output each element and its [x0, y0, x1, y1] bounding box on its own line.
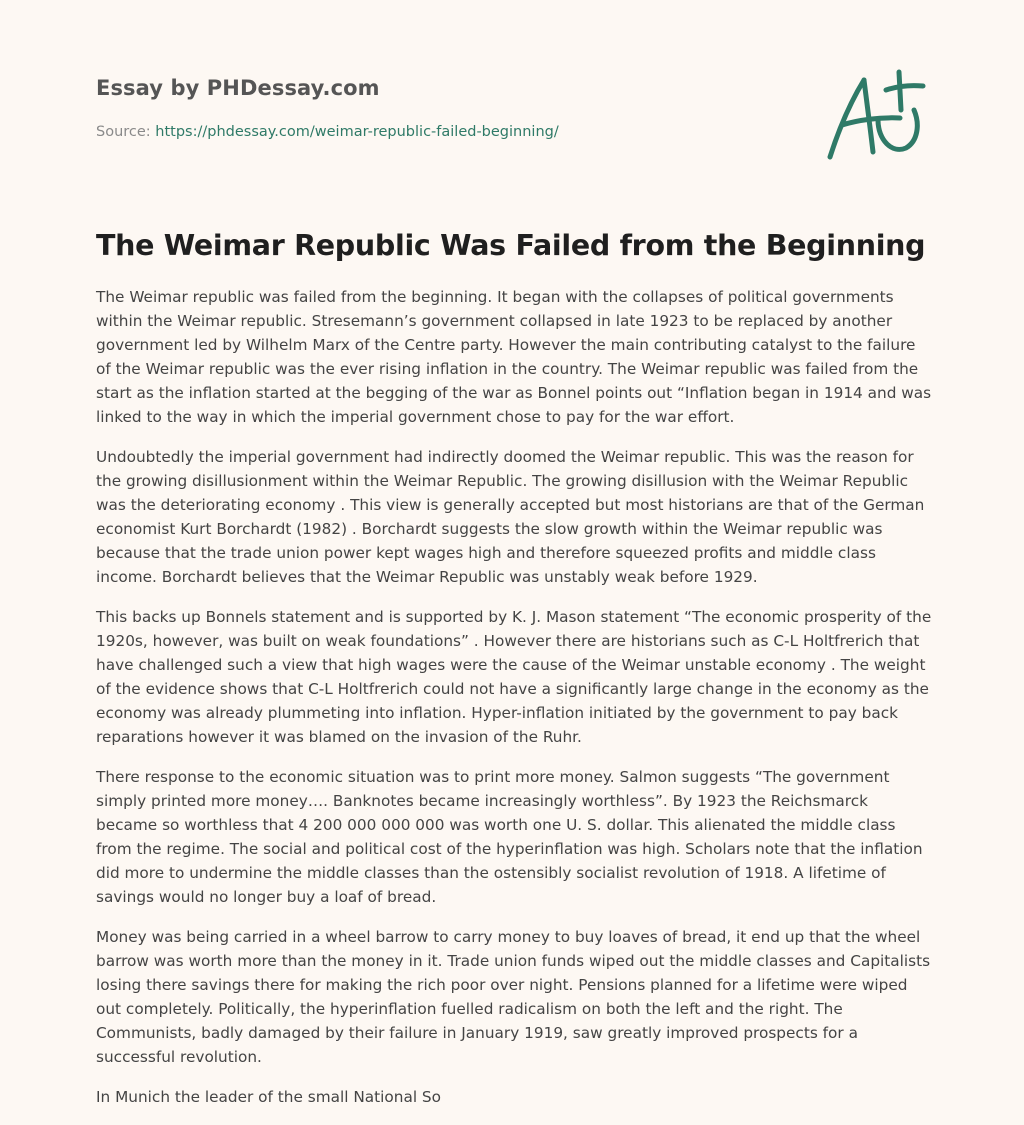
source-line: [96, 124, 559, 140]
essay-body: [96, 285, 932, 1125]
essay-paragraph-truncated: In Munich the leader of the small National So: [96, 1088, 442, 1106]
essay-paragraph: This backs up Bonnels statement and is supported by K. J. Mason statement “The economic prosperity of the 1920s, however, was built on weak foundations” . However there are historians such as C-L Holtfrerich that have challenged such a view that high wages were the cause of the Weimar unstable economy . The weight of the evidence shows that C-L Holtfrerich could not have a significantly large change in the economy as the economy was already plummeting into inflation. Hyper-inflation initiated by the government to pay back reparations however it was blamed on the invasion of the Ruhr.: [96, 608, 932, 746]
essay-title: The Weimar Republic Was Failed from the Beginning: [96, 229, 926, 262]
essay-paragraph: Money was being carried in a wheel barrow to carry money to buy loaves of bread, it end up that the wheel barrow was worth more than the money in it. Trade union funds wiped out the middle classes and Capitalists losing there savings there for making the rich poor over night. Pensions planned for a lifetime were wiped out completely. Politically, the hyperinflation fuelled radicalism on both the left and the right. The Communists, badly damaged by their failure in January 1919, saw greatly improved prospects for a successful revolution.: [96, 928, 931, 1066]
essay-paragraph: There response to the economic situation was to print more money. Salmon suggests “The government simply printed more money…. Banknotes became increasingly worthless”. By 1923 the Reichsmarck became so worthless that 4 200 000 000 000 was worth one U. S. dollar. This alienated the middle class from the regime. The social and political cost of the hyperinflation was high. Scholars note that the inflation did more to undermine the middle classes than the ostensibly socialist revolution of 1918. A lifetime of savings would no longer buy a loaf of bread.: [96, 768, 923, 906]
source-link[interactable]: https://phdessay.com/weimar-republic-failed-beginning/: [155, 124, 559, 140]
essay-paragraph: Undoubtedly the imperial government had indirectly doomed the Weimar republic. This was the reason for the growing disillusionment within the Weimar Republic. The growing disillusion with the Weimar Republic was the deteriorating economy . This view is generally accepted but most historians are that of the German economist Kurt Borchardt (1982) . Borchardt suggests the slow growth within the Weimar republic was because that the trade union power kept wages high and therefore squeezed profits and middle class income. Borchardt believes that the Weimar Republic was unstably weak before 1929.: [96, 448, 925, 586]
brand-name: Essay by PHDessay.com: [96, 76, 380, 100]
source-label: Source:: [96, 124, 156, 140]
a-plus-grade-icon: [820, 68, 928, 164]
essay-paragraph: The Weimar republic was failed from the beginning. It began with the collapses of political governments within the Weimar republic. Stresemann’s government collapsed in late 1923 to be replaced by another government led by Wilhelm Marx of the Centre party. However the main contributing catalyst to the failure of the Weimar republic was the ever rising inflation in the country. The Weimar republic was failed from the start as the inflation started at the begging of the war as Bonnel points out “Inflation began in 1914 and was linked to the way in which the imperial government chose to pay for the war effort.: [96, 288, 932, 426]
